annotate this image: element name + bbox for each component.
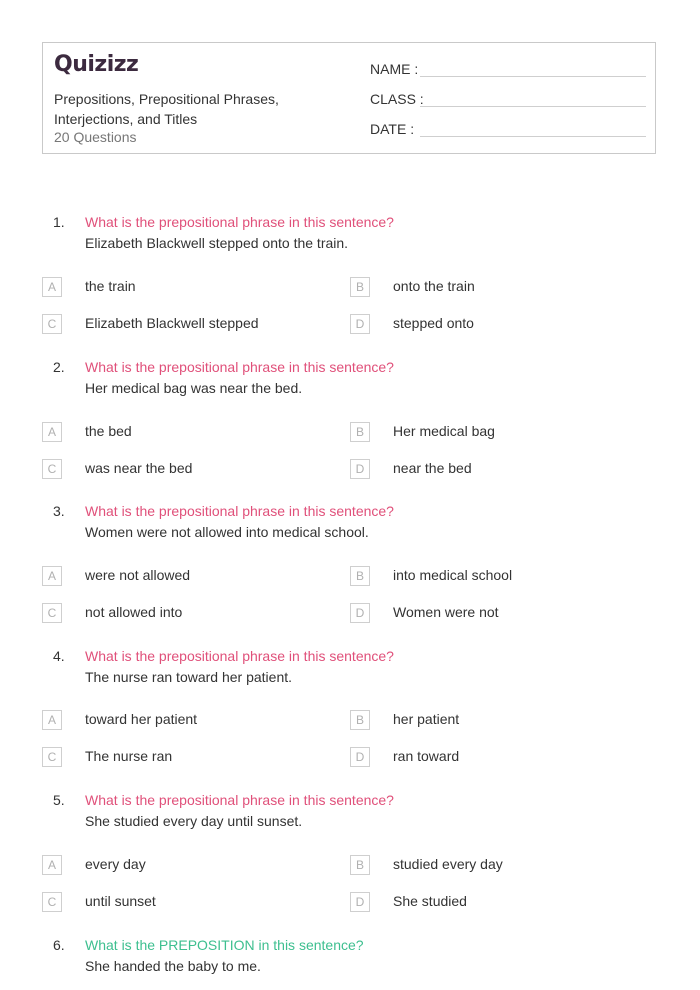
question-number: 1. (53, 214, 65, 230)
option-text: stepped onto (393, 315, 474, 331)
question-sentence: She handed the baby to me. (85, 958, 261, 974)
option-text: Women were not (393, 604, 499, 620)
option-letter-box: C (42, 747, 62, 767)
option-letter-box: A (42, 422, 62, 442)
question-sentence: She studied every day until sunset. (85, 813, 303, 829)
question-sentence: The nurse ran toward her patient. (85, 669, 293, 685)
option-letter-box: B (350, 277, 370, 297)
option-text: was near the bed (85, 460, 193, 476)
option-text: the train (85, 278, 136, 294)
question-number: 6. (53, 937, 65, 953)
question-number: 4. (53, 648, 65, 664)
class-field[interactable] (370, 91, 424, 107)
date-line (420, 136, 646, 137)
name-field[interactable] (370, 61, 418, 77)
question-count: 20 Questions (54, 129, 137, 145)
question-prompt: What is the prepositional phrase in this sentence? (85, 792, 394, 808)
question-number: 2. (53, 359, 65, 375)
option-text: near the bed (393, 460, 472, 476)
option-text: toward her patient (85, 711, 198, 727)
option-text: studied every day (393, 856, 503, 872)
option-letter-box: A (42, 710, 62, 730)
option-letter-box: B (350, 710, 370, 730)
date-field[interactable] (370, 121, 414, 137)
question-prompt: What is the prepositional phrase in this sentence? (85, 648, 394, 664)
option-text: into medical school (393, 567, 513, 583)
class-label: CLASS : (370, 91, 424, 107)
question-sentence: Women were not allowed into medical school. (85, 524, 369, 540)
option-letter-box: D (350, 603, 370, 623)
option-letter-box: A (42, 277, 62, 297)
question-number: 5. (53, 792, 65, 808)
question-number: 3. (53, 503, 65, 519)
option-text: were not allowed (85, 567, 191, 583)
worksheet-title: Prepositions, Prepositional Phrases, Interjections, and Titles (54, 91, 279, 127)
option-text: the bed (85, 423, 132, 439)
question-sentence: Her medical bag was near the bed. (85, 380, 303, 396)
date-label: DATE : (370, 121, 415, 137)
option-text: Elizabeth Blackwell stepped (85, 315, 259, 331)
question-prompt: What is the prepositional phrase in this sentence? (85, 359, 394, 375)
quizizz-logo: Quizizz (54, 52, 139, 77)
option-letter-box: D (350, 892, 370, 912)
option-letter-box: D (350, 314, 370, 334)
question-prompt: What is the prepositional phrase in this sentence? (85, 503, 394, 519)
option-letter-box: D (350, 747, 370, 767)
name-label: NAME : (370, 61, 419, 77)
question-sentence: Elizabeth Blackwell stepped onto the train. (85, 235, 349, 251)
option-letter-box: A (42, 855, 62, 875)
class-line (420, 106, 646, 107)
option-text: She studied (393, 893, 467, 909)
option-letter-box: C (42, 603, 62, 623)
option-text: onto the train (393, 278, 475, 294)
option-letter-box: A (42, 566, 62, 586)
option-text: ran toward (393, 748, 460, 764)
option-letter-box: B (350, 855, 370, 875)
option-letter-box: B (350, 566, 370, 586)
question-prompt: What is the prepositional phrase in this sentence? (85, 214, 394, 230)
option-text: not allowed into (85, 604, 183, 620)
option-text: every day (85, 856, 146, 872)
option-text: her patient (393, 711, 460, 727)
option-text: until sunset (85, 893, 156, 909)
name-line (420, 76, 646, 77)
option-letter-box: C (42, 892, 62, 912)
option-letter-box: C (42, 314, 62, 334)
option-letter-box: C (42, 459, 62, 479)
option-text: The nurse ran (85, 748, 173, 764)
option-letter-box: D (350, 459, 370, 479)
worksheet-header (42, 42, 656, 154)
question-prompt: What is the PREPOSITION in this sentence? (85, 937, 364, 953)
option-text: Her medical bag (393, 423, 495, 439)
option-letter-box: B (350, 422, 370, 442)
